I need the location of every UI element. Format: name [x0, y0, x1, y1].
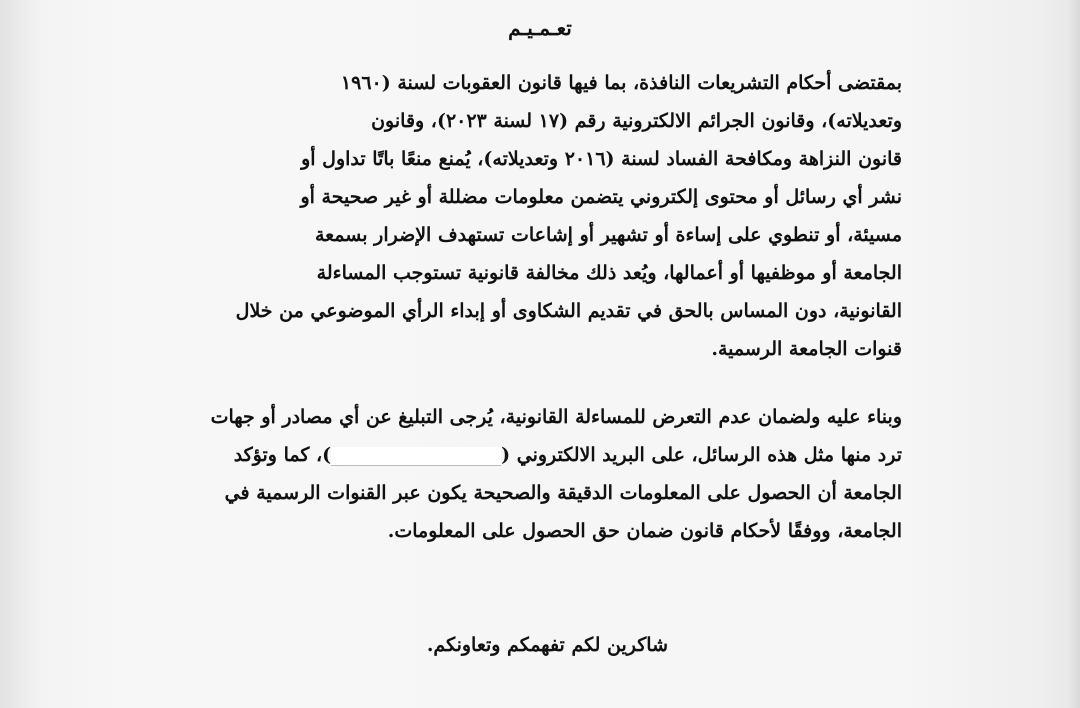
paragraph-line: وتعديلاته)، وقانون الجرائم الالكترونية رقم (١٧ لسنة ٢٠٢٣)، وقانون [371, 110, 902, 132]
paragraph-legal-basis [174, 64, 902, 368]
email-outro-text: )، كما وتؤكد [233, 444, 332, 466]
closing-line: شاكرين لكم تفهمكم وتعاونكم. [426, 634, 668, 656]
paragraph-line: الجامعة أن الحصول على المعلومات الدقيقة والصحيحة يكون عبر القنوات الرسمية في [224, 482, 902, 504]
paragraph-line: الجامعة، ووفقًا لأحكام قانون ضمان حق الحصول على المعلومات. [387, 520, 902, 542]
redacted-email [331, 447, 501, 466]
paragraph-line: قانون النزاهة ومكافحة الفساد لسنة (٢٠١٦ وتعديلاته)، يُمنع منعًا باتًا تداول أو [301, 148, 902, 170]
document-title: تعـمـيـم [508, 16, 572, 40]
paragraph-line-with-email [174, 436, 902, 474]
page-edge-shadow [1066, 0, 1080, 708]
paragraph-line: نشر أي رسائل أو محتوى إلكتروني يتضمن معلومات مضللة أو غير صحيحة أو [300, 186, 902, 208]
paragraph-reporting [174, 398, 902, 550]
paragraph-line: بمقتضى أحكام التشريعات النافذة، بما فيها قانون العقوبات لسنة (١٩٦٠ [340, 72, 902, 94]
paragraph-line: الجامعة أو موظفيها أو أعمالها، ويُعد ذلك مخالفة قانونية تستوجب المساءلة [316, 262, 902, 284]
email-intro-text: ترد منها مثل هذه الرسائل، على البريد الالكتروني ( [501, 444, 902, 466]
paragraph-line: القانونية، دون المساس بالحق في تقديم الشكاوى أو إبداء الرأي الموضوعي من خلال [235, 300, 902, 322]
paragraph-line: مسيئة، أو تنطوي على إساءة أو تشهير أو إشاعات تستهدف الإضرار بسمعة [314, 224, 902, 246]
paragraph-line: قنوات الجامعة الرسمية. [711, 338, 902, 360]
paragraph-line: وبناء عليه ولضمان عدم التعرض للمساءلة القانونية، يُرجى التبليغ عن أي مصادر أو جهات [210, 406, 902, 428]
